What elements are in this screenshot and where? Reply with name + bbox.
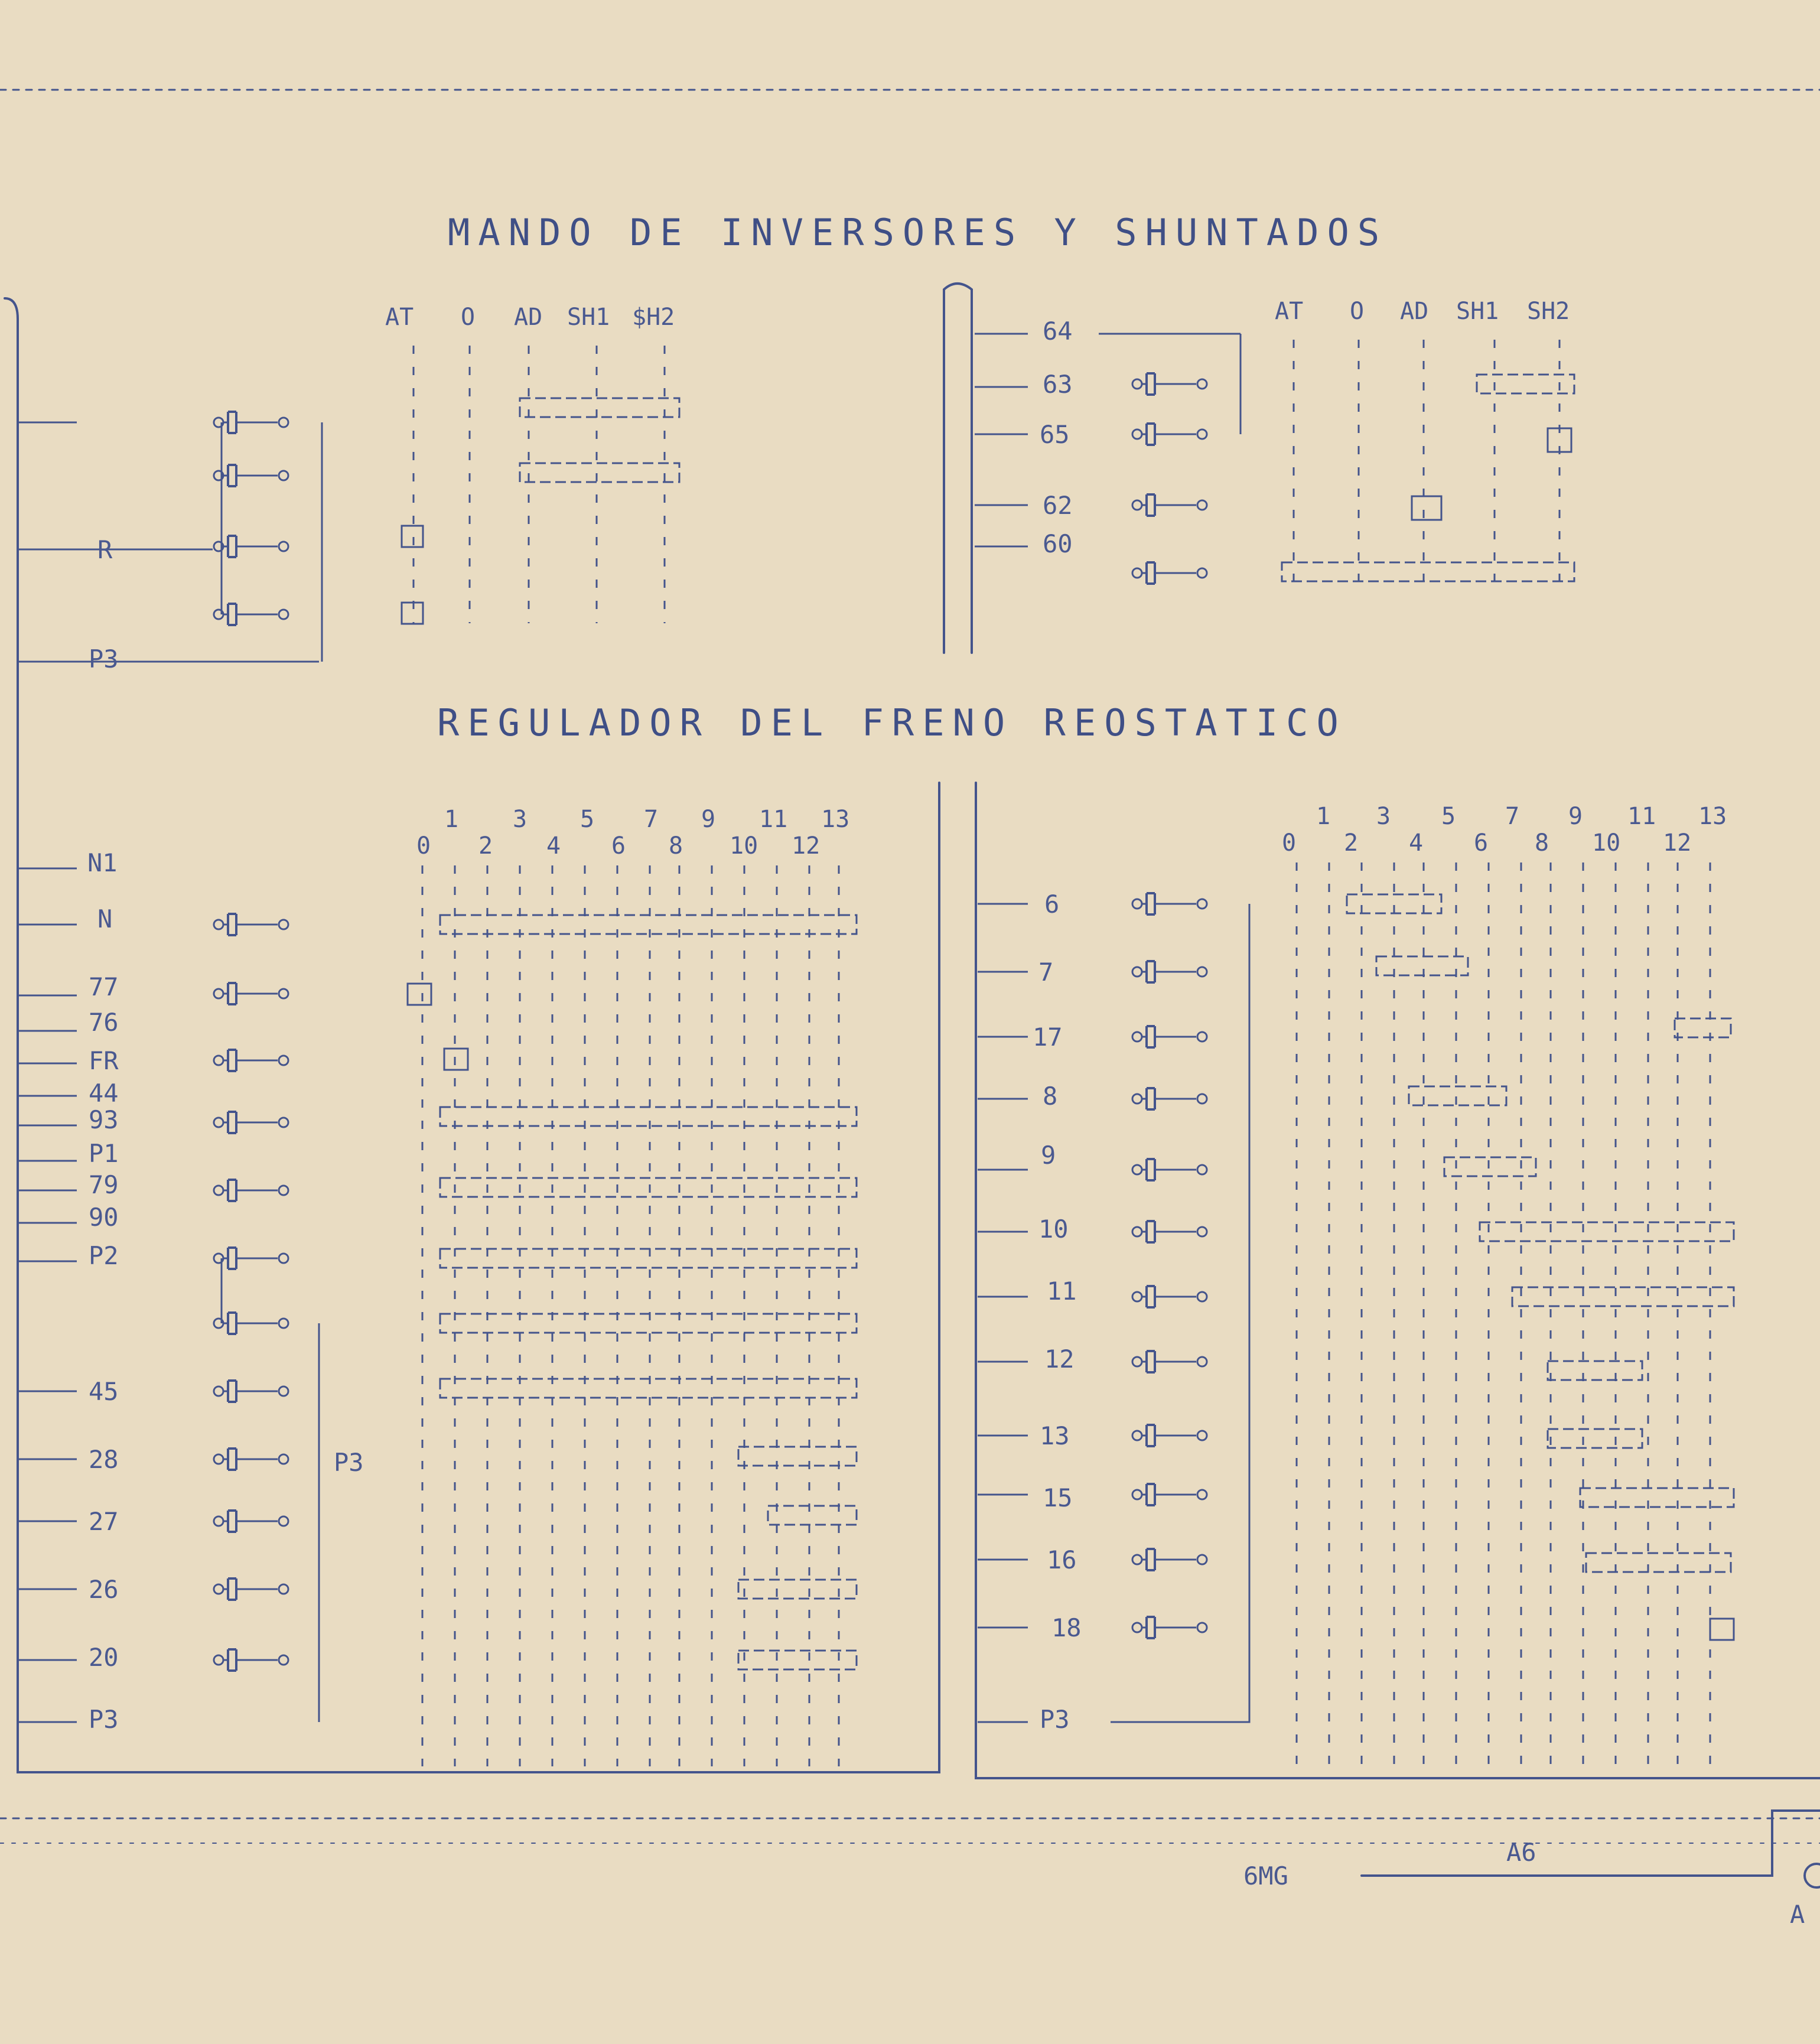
bl-contact-4-terminal-b <box>279 1186 288 1195</box>
bl-contact-8-terminal-a <box>214 1454 223 1464</box>
br-wire-7: 7 <box>1038 958 1054 987</box>
tl-col-o: O <box>461 304 476 331</box>
tl-contact-1-terminal-b <box>279 471 288 480</box>
br-contact-1-coil <box>1147 961 1155 982</box>
br-step-8: 8 <box>1535 829 1549 857</box>
br-step-11: 11 <box>1627 803 1656 830</box>
bl-contact-1-terminal-a <box>214 989 223 998</box>
br-contact-1-terminal-a <box>1132 967 1142 977</box>
bl-contact-9-coil <box>228 1511 236 1532</box>
br-contact-8-coil <box>1147 1425 1155 1446</box>
br-contact-4-terminal-b <box>1197 1165 1207 1174</box>
bl-wire-76: 76 <box>89 1008 119 1037</box>
bl-wire-93: 93 <box>89 1105 119 1134</box>
br-step-1: 1 <box>1316 803 1331 830</box>
tr-contact-0-terminal-b <box>1197 379 1207 389</box>
tl-col-ad: AD <box>514 304 543 331</box>
bl-contact-9-terminal-a <box>214 1516 223 1526</box>
br-contact-2-terminal-b <box>1197 1032 1207 1041</box>
bl-contact-3-terminal-a <box>214 1118 223 1127</box>
bl-contact-6-terminal-b <box>279 1319 288 1328</box>
br-bar-6 <box>1512 1287 1734 1306</box>
bl-contact-1-terminal-b <box>279 989 288 998</box>
br-contact-6-terminal-b <box>1197 1292 1207 1301</box>
bl-contact-10-terminal-a <box>214 1584 223 1594</box>
br-contact-0-coil <box>1147 893 1155 914</box>
bl-step-13: 13 <box>821 806 850 833</box>
bl-box-2 <box>444 1049 468 1070</box>
bl-contact-10-coil <box>228 1578 236 1600</box>
br-wire-9: 9 <box>1041 1141 1056 1170</box>
tr-contact-1-terminal-a <box>1132 429 1142 439</box>
tr-contact-1-coil <box>1147 424 1155 445</box>
br-contact-8-terminal-a <box>1132 1431 1142 1440</box>
br-contact-8-terminal-b <box>1197 1431 1207 1440</box>
tr-contact-0-coil <box>1147 373 1155 395</box>
br-step-4: 4 <box>1409 829 1424 857</box>
bl-contact-0-terminal-a <box>214 920 223 929</box>
br-wire-11: 11 <box>1047 1277 1077 1306</box>
br-contact-9-terminal-a <box>1132 1490 1142 1499</box>
bl-contact-7-coil <box>228 1381 236 1402</box>
br-step-3: 3 <box>1376 803 1391 830</box>
bl-contact-11-terminal-b <box>279 1655 288 1665</box>
tr-contact-3-terminal-b <box>1197 568 1207 578</box>
bl-step-8: 8 <box>669 832 683 860</box>
br-step-13: 13 <box>1698 803 1727 830</box>
bl-step-12: 12 <box>792 832 821 860</box>
bl-step-1: 1 <box>444 806 459 833</box>
br-step-0: 0 <box>1282 829 1297 857</box>
bl-step-11: 11 <box>759 806 788 833</box>
br-contact-3-terminal-b <box>1197 1094 1207 1104</box>
br-step-7: 7 <box>1505 803 1520 830</box>
br-contact-4-terminal-a <box>1132 1165 1142 1174</box>
tr-col-o: O <box>1350 298 1365 325</box>
tl-box-1 <box>402 526 423 547</box>
br-contact-7-terminal-a <box>1132 1357 1142 1366</box>
tr-bar-2 <box>1282 562 1574 581</box>
tl-col-sh1: SH1 <box>567 304 610 331</box>
bl-bar-4 <box>440 1314 857 1333</box>
br-contact-6-coil <box>1147 1286 1155 1307</box>
tr-wire-60: 60 <box>1043 529 1073 558</box>
br-bar-8 <box>1548 1429 1642 1448</box>
br-contact-9-terminal-b <box>1197 1490 1207 1499</box>
footer-left-label: 6MG <box>1243 1861 1288 1890</box>
bl-contact-0-terminal-b <box>279 920 288 929</box>
bl-contact-7-terminal-b <box>279 1386 288 1396</box>
br-contact-3-coil <box>1147 1088 1155 1109</box>
bl-step-4: 4 <box>546 832 561 860</box>
br-contact-10-terminal-b <box>1197 1555 1207 1564</box>
bl-wire-n: N <box>97 904 113 933</box>
tr-wire-65: 65 <box>1040 420 1070 449</box>
bl-step-0: 0 <box>416 832 431 860</box>
bl-bar-3 <box>440 1249 857 1268</box>
center-bus-top <box>944 284 972 653</box>
br-contact-5-coil <box>1147 1221 1155 1242</box>
tr-col-ad: AD <box>1400 298 1429 325</box>
tr-wire-62: 62 <box>1043 491 1073 520</box>
tl-contact-2-coil <box>228 536 236 557</box>
br-contact-7-terminal-b <box>1197 1357 1207 1366</box>
bl-contact-11-coil <box>228 1649 236 1671</box>
bl-step-6: 6 <box>611 832 626 860</box>
tl-contact-0-terminal-b <box>279 418 288 427</box>
br-step-9: 9 <box>1568 803 1583 830</box>
line-work <box>0 90 1820 1887</box>
br-bar-1 <box>1376 956 1468 975</box>
tl-contact-0-coil <box>228 412 236 433</box>
bl-contact-5-terminal-b <box>279 1254 288 1263</box>
right-frame <box>976 783 1820 1778</box>
tr-box-1 <box>1412 496 1441 520</box>
br-wire-10: 10 <box>1038 1215 1069 1244</box>
bl-wire-p2: P2 <box>89 1241 119 1270</box>
footer-line-label: A6 <box>1506 1838 1536 1867</box>
tl-contact-2-terminal-b <box>279 542 288 551</box>
bl-step-10: 10 <box>730 832 758 860</box>
tr-contact-1-terminal-b <box>1197 429 1207 439</box>
br-bar-10 <box>1586 1553 1731 1572</box>
bl-wire-90: 90 <box>89 1203 119 1232</box>
br-contact-5-terminal-b <box>1197 1227 1207 1236</box>
br-contact-4-coil <box>1147 1159 1155 1180</box>
tr-contact-2-terminal-a <box>1132 500 1142 510</box>
bl-contact-2-terminal-a <box>214 1056 223 1065</box>
br-bar-5 <box>1480 1222 1734 1241</box>
tr-contact-3-terminal-a <box>1132 568 1142 578</box>
bl-wire-20: 20 <box>89 1643 119 1672</box>
bl-wire-45: 45 <box>89 1377 119 1406</box>
tl-bar-1 <box>520 398 679 417</box>
bl-contact-5-coil <box>228 1248 236 1269</box>
bl-step-7: 7 <box>644 806 659 833</box>
bl-step-2: 2 <box>478 832 493 860</box>
br-bar-7 <box>1548 1361 1642 1380</box>
bl-contact-8-coil <box>228 1449 236 1470</box>
br-wire-8: 8 <box>1043 1082 1058 1111</box>
bl-wire-26: 26 <box>89 1575 119 1604</box>
br-wire-17: 17 <box>1033 1023 1063 1052</box>
br-contact-0-terminal-a <box>1132 899 1142 909</box>
tl-contact-1-coil <box>228 465 236 486</box>
tr-wire-64: 64 <box>1043 317 1073 346</box>
br-step-12: 12 <box>1663 829 1692 857</box>
tr-contact-0-terminal-a <box>1132 379 1142 389</box>
bl-contact-10-terminal-b <box>279 1584 288 1594</box>
bl-bar-2 <box>440 1178 857 1197</box>
br-contact-3-terminal-a <box>1132 1094 1142 1104</box>
br-wire-18: 18 <box>1051 1613 1082 1642</box>
bl-contact-2-coil <box>228 1050 236 1071</box>
br-wire-16: 16 <box>1047 1545 1077 1574</box>
br-contact-2-terminal-a <box>1132 1032 1142 1041</box>
bl-step-9: 9 <box>701 806 716 833</box>
br-step-2: 2 <box>1344 829 1359 857</box>
br-wire-15: 15 <box>1043 1483 1073 1512</box>
tr-wire-63: 63 <box>1043 370 1073 399</box>
tl-col-at: AT <box>385 304 414 331</box>
bl-bar-5 <box>440 1379 857 1398</box>
br-step-10: 10 <box>1592 829 1621 857</box>
left-bus <box>5 298 939 1772</box>
br-contact-10-coil <box>1147 1549 1155 1570</box>
tl-col-sh2: $H2 <box>632 304 675 331</box>
bl-wire-44: 44 <box>89 1079 119 1108</box>
bl-step-5: 5 <box>580 806 595 833</box>
bl-junction-p3: P3 <box>334 1448 364 1477</box>
tr-col-sh2: SH2 <box>1527 298 1570 325</box>
tl-contact-3-terminal-b <box>279 610 288 619</box>
br-bus <box>1111 904 1249 1722</box>
tr-col-at: AT <box>1275 298 1304 325</box>
bl-contact-6-coil <box>228 1313 236 1334</box>
tl-box-2 <box>402 603 423 624</box>
br-contact-11-terminal-b <box>1197 1623 1207 1632</box>
bl-contact-7-terminal-a <box>214 1386 223 1396</box>
br-step-header <box>1282 803 1727 857</box>
bl-box-1 <box>408 984 431 1005</box>
br-contact-6-terminal-a <box>1132 1292 1142 1301</box>
title-bottom: REGULADOR DEL FRENO REOSTATICO <box>437 701 1347 744</box>
bl-wire-77: 77 <box>89 972 119 1001</box>
bl-wire-n1: N1 <box>87 848 118 877</box>
title-top: MANDO DE INVERSORES Y SHUNTADOS <box>448 211 1388 254</box>
br-step-5: 5 <box>1441 803 1456 830</box>
bl-wire-p1: P1 <box>89 1139 119 1168</box>
bl-contact-2-terminal-b <box>279 1056 288 1065</box>
br-bar-4 <box>1444 1157 1536 1176</box>
contact-groups <box>18 334 1734 1772</box>
bl-contact-8-terminal-b <box>279 1454 288 1464</box>
bl-step-3: 3 <box>513 806 528 833</box>
footer-corner-label: A <box>1790 1900 1805 1929</box>
bl-contact-4-coil <box>228 1180 236 1201</box>
bl-contact-11-terminal-a <box>214 1655 223 1665</box>
br-contact-10-terminal-a <box>1132 1555 1142 1564</box>
br-bar-2 <box>1675 1018 1731 1037</box>
bl-wire-79: 79 <box>89 1170 119 1199</box>
br-contact-1-terminal-b <box>1197 967 1207 977</box>
bl-contact-3-terminal-b <box>279 1118 288 1127</box>
br-contact-11-terminal-a <box>1132 1623 1142 1632</box>
br-wire-13: 13 <box>1040 1421 1070 1450</box>
br-wire-p3: P3 <box>1040 1705 1070 1734</box>
bl-contact-1-coil <box>228 983 236 1004</box>
tl-wire-p3: P3 <box>89 645 119 673</box>
bl-bar-1 <box>440 1107 857 1126</box>
bl-contact-4-terminal-a <box>214 1186 223 1195</box>
bl-bar-0 <box>440 915 857 934</box>
br-contact-5-terminal-a <box>1132 1227 1142 1236</box>
bl-contact-9-terminal-b <box>279 1516 288 1526</box>
br-wire-6: 6 <box>1044 890 1060 919</box>
br-contact-2-coil <box>1147 1026 1155 1047</box>
tr-contact-2-coil <box>1147 494 1155 516</box>
tr-contact-2-terminal-b <box>1197 500 1207 510</box>
br-contact-9-coil <box>1147 1484 1155 1505</box>
tr-col-sh1: SH1 <box>1456 298 1499 325</box>
tl-wire-r: R <box>97 535 113 564</box>
bl-contact-0-coil <box>228 914 236 935</box>
bl-bar-7 <box>768 1506 857 1525</box>
bl-wire-fr: FR <box>89 1046 119 1075</box>
br-contact-7-coil <box>1147 1351 1155 1372</box>
bl-contact-3-coil <box>228 1112 236 1133</box>
tl-bar-2 <box>520 463 679 482</box>
bl-step-header <box>416 806 849 860</box>
br-contact-0-terminal-b <box>1197 899 1207 909</box>
br-step-6: 6 <box>1474 829 1489 857</box>
br-wire-12: 12 <box>1044 1345 1075 1373</box>
bl-wire-27: 27 <box>89 1507 119 1536</box>
bl-wire-28: 28 <box>89 1445 119 1474</box>
bl-wire-p3: P3 <box>89 1705 119 1734</box>
footer-terminal <box>1805 1864 1820 1887</box>
br-box-1 <box>1710 1619 1734 1640</box>
br-contact-11-coil <box>1147 1617 1155 1638</box>
tr-contact-3-coil <box>1147 562 1155 584</box>
tl-contact-3-coil <box>228 604 236 625</box>
